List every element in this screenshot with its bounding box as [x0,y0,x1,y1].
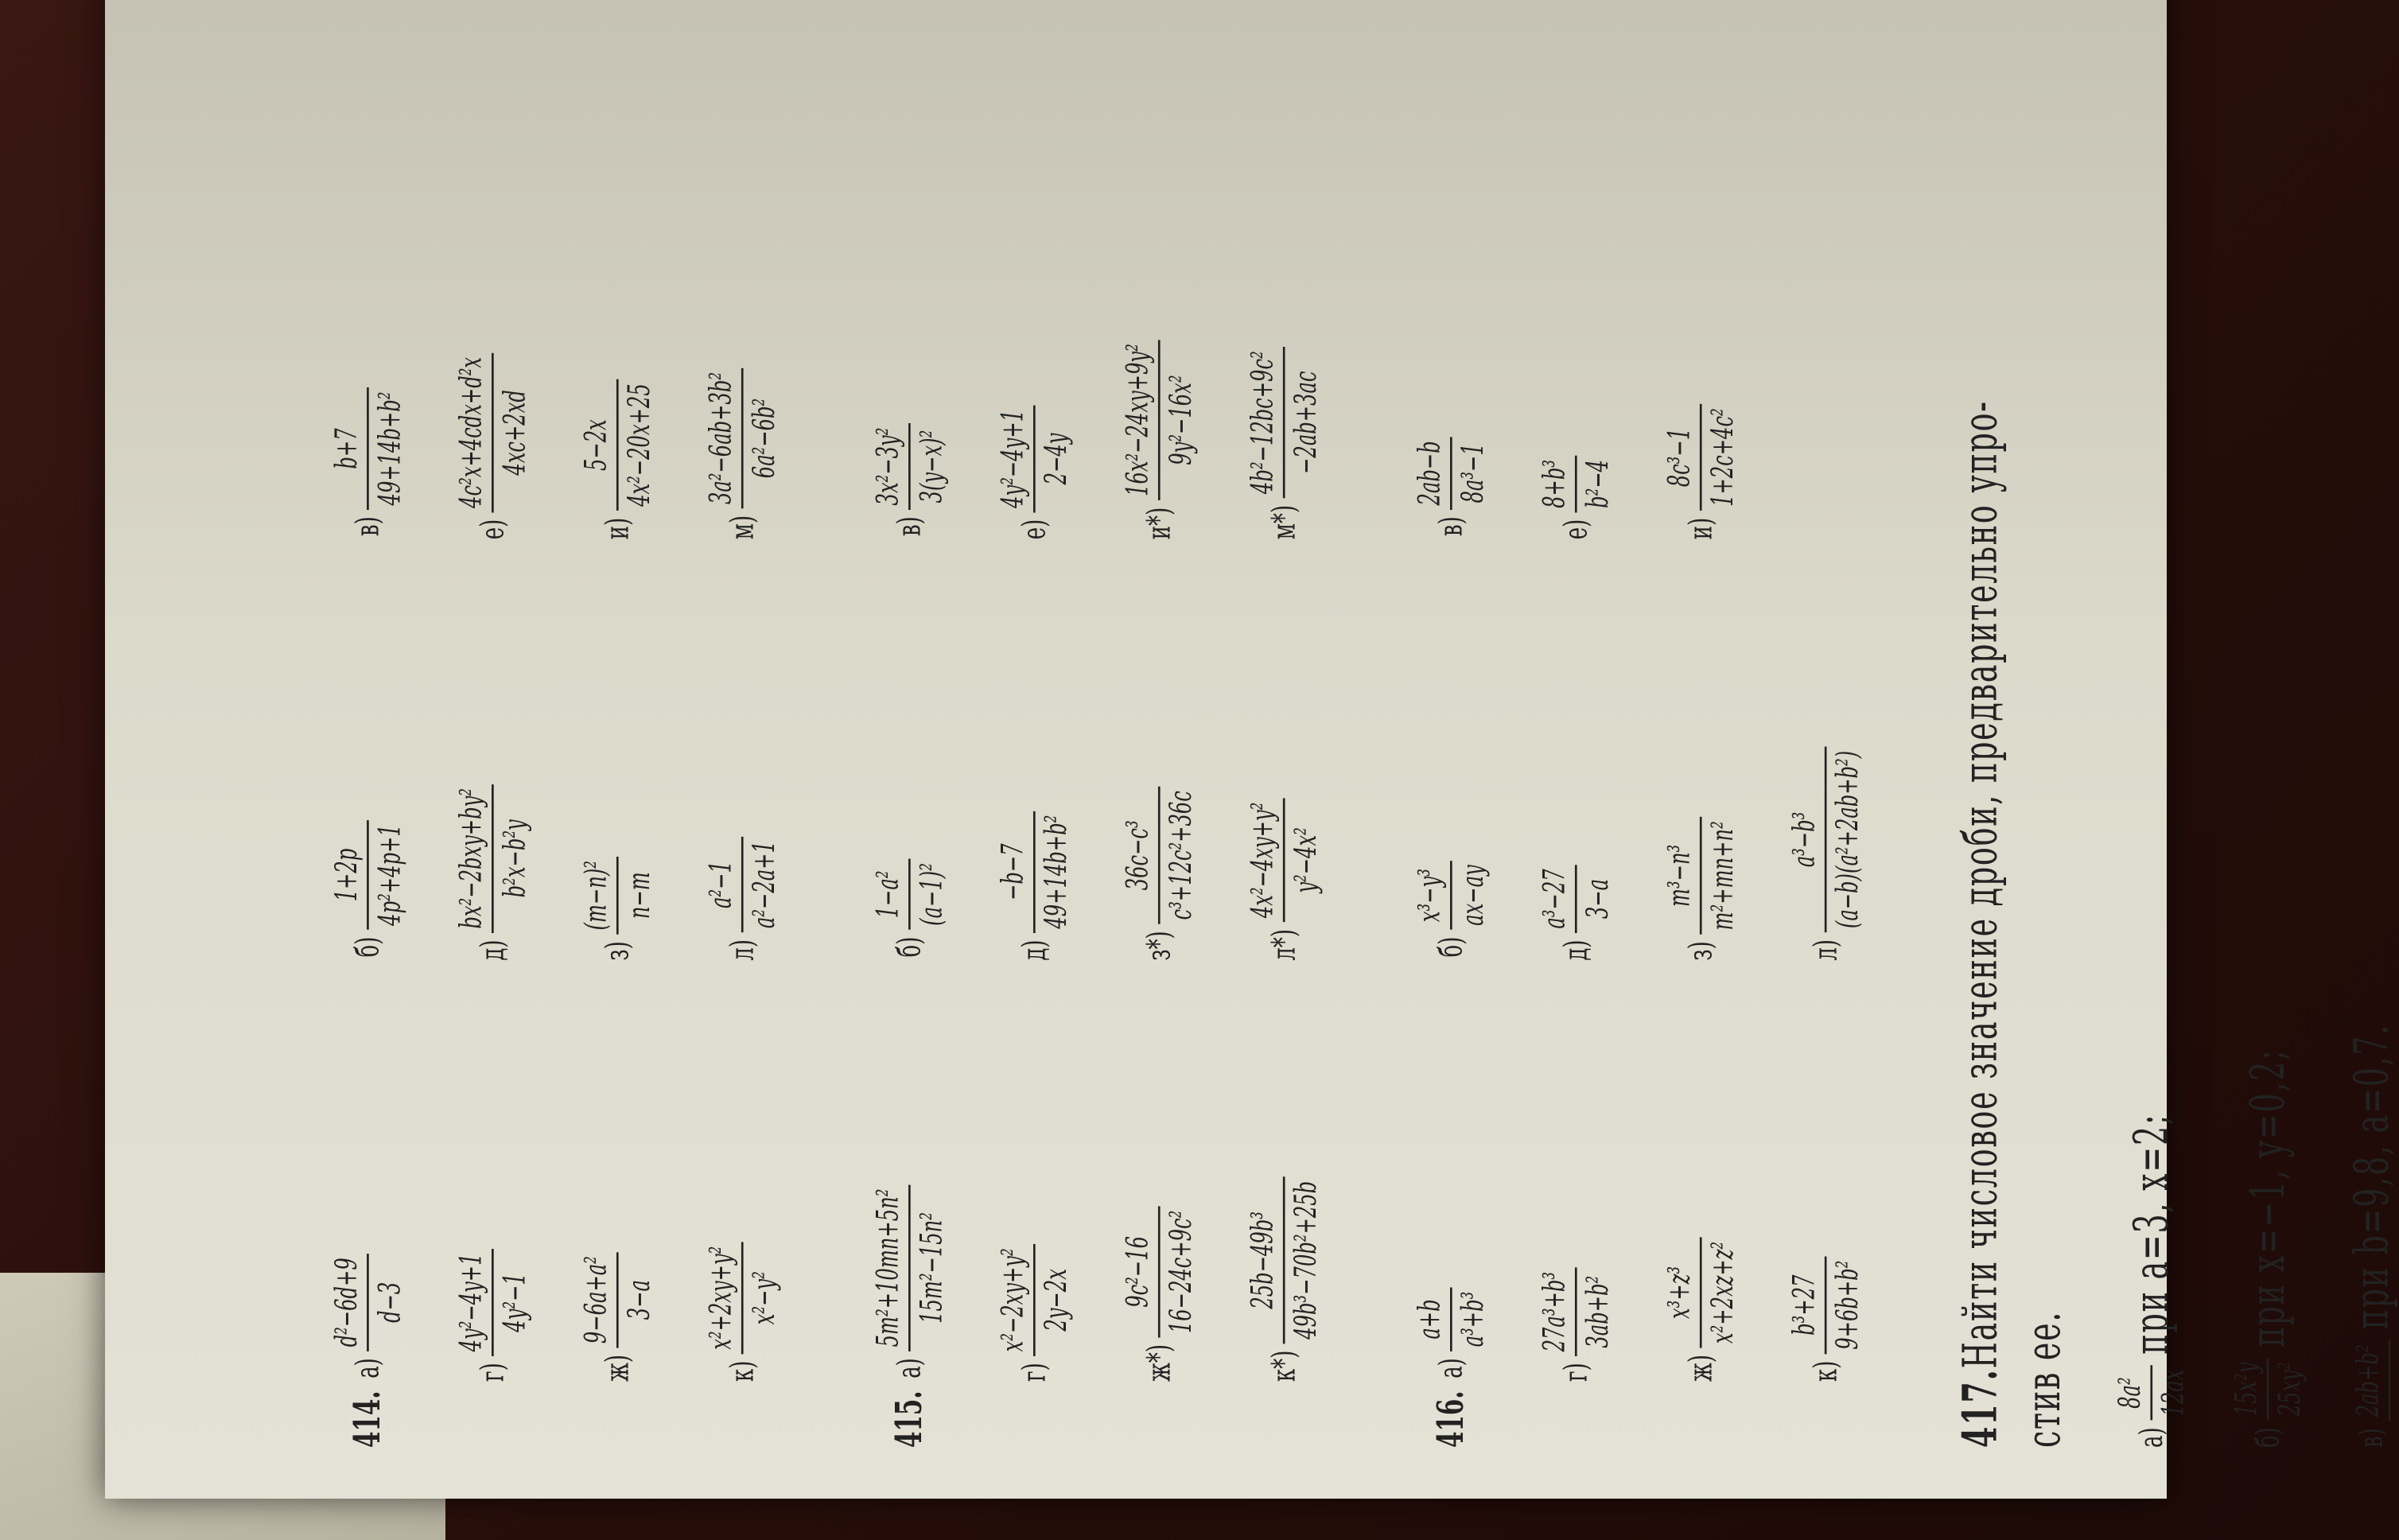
fraction-numerator: m³−n³ [1662,844,1697,908]
fraction-numerator: 1−a² [870,870,906,919]
fraction [703,1242,781,1353]
fraction-numerator: 8c³−1 [1662,427,1697,488]
fraction-bar [1283,347,1285,498]
fraction-denominator: 12ax [2156,1369,2191,1417]
item-label: к*) [1265,1350,1303,1382]
fraction-bar [908,423,911,509]
fraction [1412,1288,1490,1351]
fraction-numerator: 2ab+b² [2350,1344,2385,1418]
task-417-heading [1954,400,2008,1448]
item-label: д) [1557,939,1595,961]
fraction-bar [1575,865,1577,933]
fraction-numerator: −b−7 [995,843,1030,900]
page-content [286,106,2399,1448]
fraction-bar [741,1242,744,1353]
fraction-bar [1033,811,1036,932]
problem-number: 414. [346,1390,390,1448]
fraction-numerator: 3a²−6ab+3b² [703,371,738,505]
item-label: е) [1557,519,1595,540]
fraction-numerator: 27a³+b³ [1537,1271,1572,1352]
task-text: Найти числовое значение дроби, предварительно упро- [1954,400,2008,1369]
fraction-denominator: 9y²−16x² [1163,375,1199,465]
item-label: ж*) [1140,1344,1178,1382]
item-label: а) [349,1358,387,1379]
task-417-item [2229,1048,2307,1448]
fraction-numerator: a+b [1412,1299,1448,1340]
problem-item [870,151,948,536]
item-label: е) [1016,519,1053,540]
problem-item [453,154,531,539]
fraction-bar [616,857,619,935]
condition-text: при x=−1, y=0,2; [2241,1048,2296,1348]
fraction-numerator: 9−6a+a² [578,1256,613,1344]
problem-row [1662,119,1740,1448]
fraction-denominator: m²+mn+n² [1705,821,1740,931]
problem-row [870,115,948,1448]
fraction [1120,340,1198,500]
fraction-bar [1033,1244,1036,1355]
fraction [995,1244,1073,1355]
problem-item [1787,997,1864,1382]
fraction-denominator: 3−a [1580,878,1616,920]
fraction-denominator: 2y−2x [1038,1269,1074,1332]
problem-item [578,997,656,1382]
fraction-denominator: 4x²−20x+25 [621,383,657,507]
fraction-bar [2150,1365,2152,1420]
fraction-denominator: x²+2xz+z² [1705,1241,1740,1344]
item-label: в) [2353,1428,2391,1448]
item-label: м*) [1265,504,1303,540]
fraction-denominator: 25xy² [2272,1362,2308,1417]
item-label: д) [1016,939,1053,961]
item-label: л*) [1265,928,1303,961]
fraction-numerator: 9c²−16 [1120,1235,1155,1308]
problem-row [453,119,531,1448]
fraction-numerator: 36c−c³ [1120,820,1155,891]
problem-row [578,119,656,1448]
fraction-bar [1450,437,1452,510]
fraction [1662,817,1740,935]
item-label: а) [2133,1427,2171,1448]
problem-row [1537,119,1615,1448]
fraction [1662,1238,1740,1348]
fraction [1787,747,1864,933]
item-label: л) [1806,939,1845,961]
fraction [329,820,406,930]
fraction [453,353,531,512]
item-label: ж) [599,1354,636,1382]
fraction-bar [2267,1358,2269,1420]
fraction-numerator: 8a² [2112,1377,2148,1409]
fraction-denominator: 49+14b+b² [371,391,407,506]
fraction-denominator: 4p²+4p+1 [371,824,407,926]
condition-text: при a=3, x=2; [2124,1113,2179,1355]
problem-item [1412,572,1490,957]
fraction [329,387,406,509]
problem-item [578,154,656,539]
problem-row [1245,119,1323,1448]
fraction [578,379,656,511]
fraction-bar [1033,406,1036,512]
item-label: б) [891,936,928,958]
problem-row [1787,539,1864,1448]
problem-item [703,154,781,539]
fraction-numerator: 5m²+10mn+5n² [870,1188,906,1348]
fraction-denominator: b²x−b²y [496,819,532,898]
item-label: ж) [1682,1354,1720,1382]
task-417-item [2345,1024,2399,1448]
fraction [1412,861,1490,930]
fraction-numerator: x²+2xy+y² [703,1246,738,1350]
fraction [1787,1256,1864,1354]
fraction-numerator: 5−2x [578,419,613,471]
item-label: в) [891,516,928,537]
problem-item [1120,997,1198,1382]
fraction-bar [1825,1256,1827,1354]
problem-row [329,115,406,1448]
item-label: и*) [1140,507,1178,540]
item-label: д) [474,939,511,961]
item-label: а) [1433,1358,1470,1379]
fraction-denominator: (a−1)² [913,863,949,926]
problem-item [703,575,781,960]
fraction-bar [1700,1238,1702,1348]
fraction-numerator: 1+2p [329,848,364,902]
fraction-numerator: d²−6d+9 [329,1258,364,1348]
fraction [1120,1206,1198,1337]
problem-item [1662,154,1740,539]
fraction [2229,1358,2307,1420]
fraction [2350,1340,2394,1421]
fraction-numerator: 25b−49b³ [1244,1211,1280,1309]
fraction-bar [492,784,494,933]
fraction-denominator: 49b³−70b²+25b [1288,1180,1324,1340]
item-label: з) [1682,941,1720,961]
item-label: г) [474,1363,511,1382]
fraction [703,368,781,509]
problem-number: 415. [888,1390,931,1448]
item-label: а) [891,1358,928,1379]
problem-item [1245,154,1323,539]
fraction-bar [741,368,744,509]
fraction-denominator: 3−a [621,1280,657,1320]
fraction [453,784,531,933]
fraction [1245,798,1323,922]
fraction-bar [908,859,911,930]
fraction-denominator: 9+6b+b² [1829,1260,1865,1350]
item-label: м) [723,515,761,540]
fraction-bar [1700,404,1702,511]
fraction-bar [367,820,369,930]
item-label: г) [1557,1363,1595,1382]
fraction-numerator: 4y²−4y+1 [453,1253,489,1352]
problem-item [1412,993,1490,1378]
fraction-numerator: 4y²−4y+1 [995,409,1030,508]
fraction-denominator: 6a²−6b² [746,398,782,479]
fraction-numerator: b+7 [329,428,364,469]
fraction [1245,347,1323,498]
fraction-bar [741,837,744,932]
problem-item [703,997,781,1382]
fraction [1412,437,1490,510]
problem-row [703,119,781,1448]
fraction-denominator: y²−4x² [1288,827,1324,893]
fraction-denominator: ax−ay [1455,865,1491,926]
problem-item [1412,151,1490,536]
item-label: в) [1433,516,1470,537]
fraction [995,406,1073,512]
problem-item [1245,997,1323,1382]
fraction [870,423,948,509]
fraction-bar [616,1252,619,1348]
problem-number: 416. [1429,1390,1472,1448]
fraction-denominator: 1+2c+4c² [1705,408,1740,507]
item-label: г) [1016,1363,1053,1382]
problem-item [870,572,948,957]
item-label: в) [349,516,387,537]
problem-row [1412,115,1490,1448]
fraction-denominator: 49+14b+b² [1038,815,1074,929]
problem-item [1120,575,1198,960]
fraction-numerator: a³−b³ [1786,811,1822,868]
problem-item [1787,575,1864,960]
fraction-bar [1825,747,1827,933]
fraction-numerator: 4b²−12bc+9c² [1244,351,1280,495]
fraction-bar [1450,1288,1452,1351]
fraction-bar [2389,1340,2391,1421]
item-label: и) [1682,517,1720,540]
item-label: б) [349,936,387,958]
fraction [1537,1268,1615,1356]
fraction [2113,1365,2191,1420]
fraction-denominator: a³+b³ [1455,1291,1491,1348]
fraction-denominator: x²−y² [746,1271,782,1325]
item-label: з*) [1140,931,1178,961]
fraction-bar [492,353,494,512]
fraction-bar [1158,787,1161,924]
fraction-numerator: 15x²y [2228,1362,2264,1417]
fraction-bar [1158,340,1161,500]
task-417-text-cont: стив ее. [2016,1310,2071,1448]
problem-row [1120,119,1198,1448]
fraction-bar [367,1254,369,1351]
fraction-numerator: 4c²x+4cdx+d²x [453,356,489,508]
fraction [1662,404,1740,511]
fraction-bar [1158,1206,1161,1337]
problem-item [1662,997,1740,1382]
fraction [329,1254,406,1351]
fraction-denominator: a²−2a+1 [746,841,782,929]
problem-item [329,993,406,1378]
fraction-bar [1575,1268,1577,1356]
fraction-numerator: b³+27 [1786,1274,1822,1336]
problem-item [1245,575,1323,960]
fraction [1537,456,1615,512]
item-label: к) [723,1360,761,1382]
fraction [870,1184,948,1351]
item-label: б) [2249,1427,2287,1448]
problem-item [578,575,656,960]
fraction-denominator: d−3 [371,1281,407,1323]
problem-item [995,575,1073,960]
fraction-numerator: x²−2xy+y² [995,1248,1030,1352]
fraction-numerator: x³+z³ [1662,1266,1697,1320]
fraction [453,1249,531,1355]
fraction-denominator: n−m [621,872,657,920]
fraction-numerator: x³−y³ [1412,869,1448,923]
item-label: л) [723,939,761,961]
fraction-denominator: −2ab+3ac [1288,371,1324,474]
task-417-item [2113,1114,2191,1448]
problem-item [1537,154,1615,539]
condition-text: при b=9,8, a=0,7. [2345,1023,2399,1330]
fraction-bar [908,1184,911,1351]
fraction-bar [1700,817,1702,935]
fraction-denominator: (a−b)(a²+2ab+b²) [1829,750,1865,929]
fraction-denominator: 4y²−1 [496,1273,532,1332]
item-label: е) [474,519,511,540]
fraction-numerator: a²−1 [703,861,738,909]
fraction-denominator: 15m²−15n² [913,1212,949,1324]
fraction-numerator: 2ab−b [1412,441,1448,506]
fraction-numerator: (m−n)² [578,860,613,931]
fraction-numerator: 4x²−4xy+y² [1244,802,1280,919]
problem-item [329,151,406,536]
fraction [578,1252,656,1348]
problem-item [1120,154,1198,539]
fraction-bar [616,379,619,511]
fraction [870,859,948,930]
fraction-denominator: b²−4 [1580,459,1616,508]
item-label: б) [1433,936,1470,958]
problem-item [870,993,948,1378]
fraction-bar [367,387,369,509]
fraction-denominator: 3ab+b² [1580,1275,1616,1348]
fraction-bar [1450,861,1452,930]
fraction-bar [492,1249,494,1355]
fraction-bar [1575,456,1577,512]
fraction-denominator: 16−24c+9c² [1163,1210,1199,1334]
problem-item [453,575,531,960]
fraction-numerator: bx²−2bxy+by² [453,788,489,929]
fraction-bar [1283,1177,1285,1344]
fraction-denominator: c³+12c²+36c [1163,791,1199,920]
fraction-numerator: 3x²−3y² [870,427,906,506]
fraction-numerator: 16x²−24xy+9y² [1120,344,1155,496]
fraction [1537,865,1615,933]
problem-item [995,154,1073,539]
fraction [1120,787,1198,924]
fraction-denominator: 2−4y [1038,433,1074,485]
task-number: 417. [1954,1368,2008,1448]
problem-item [329,572,406,957]
fraction [995,811,1073,932]
problem-item [453,997,531,1382]
fraction-bar [1283,798,1285,922]
fraction [1245,1177,1323,1344]
fraction-numerator: a³−27 [1537,869,1572,929]
problem-row [995,119,1073,1448]
fraction-denominator: 3(y−x)² [913,430,949,504]
problem-item [995,997,1073,1382]
problem-item [1537,575,1615,960]
fraction-denominator: 4xc+2xd [496,390,532,476]
fraction-numerator: 8+b³ [1537,459,1572,508]
fraction [578,857,656,935]
item-label: и) [599,517,636,540]
item-label: к) [1806,1360,1845,1382]
fraction [703,837,781,932]
problem-item [1537,997,1615,1382]
item-label: з) [599,941,636,961]
problem-item [1662,575,1740,960]
fraction-denominator: 8a³−1 [1455,443,1491,504]
